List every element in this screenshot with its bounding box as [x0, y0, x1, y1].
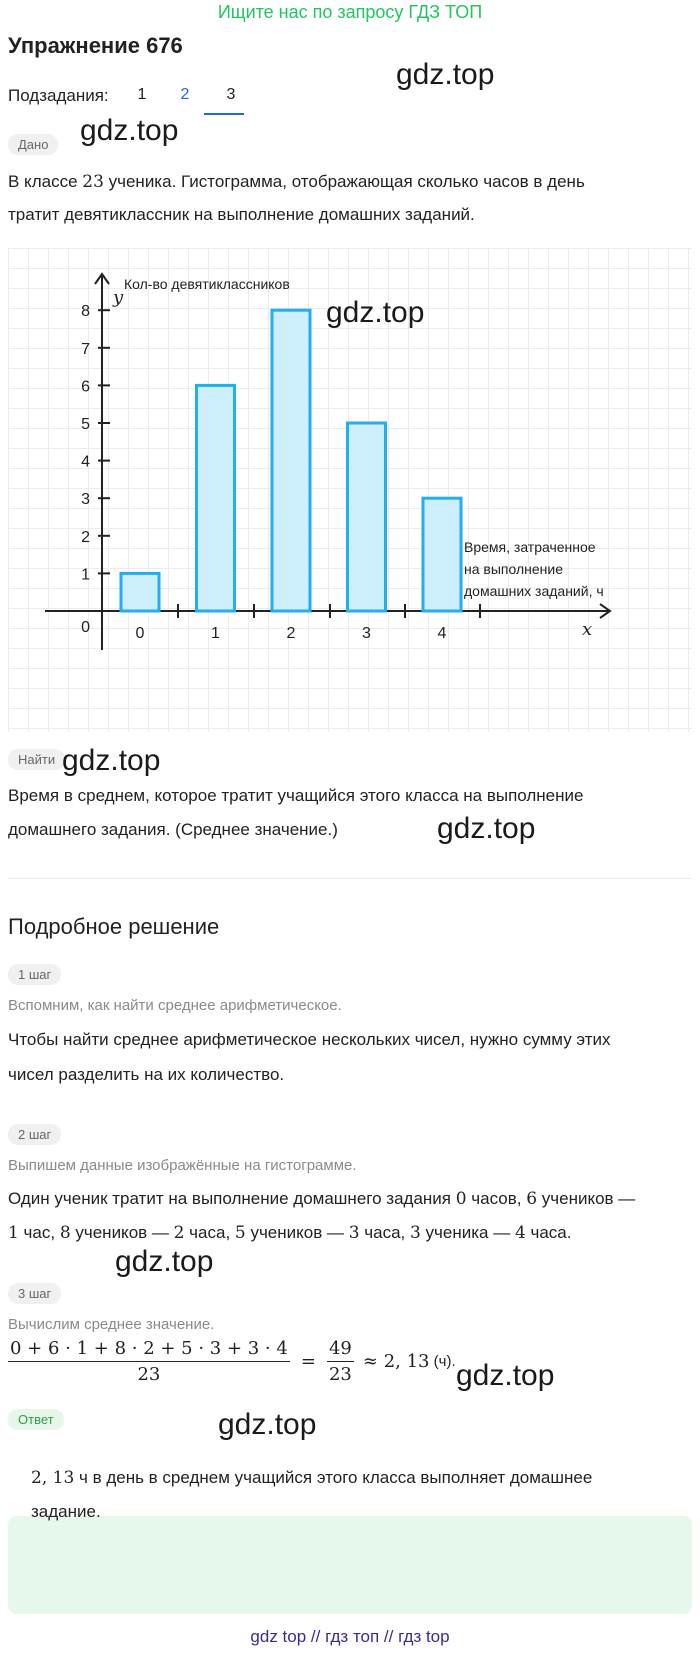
search-banner: Ищите нас по запросу ГДЗ ТОП	[217, 2, 483, 22]
histogram-bar	[423, 498, 461, 611]
given-text-line2: тратит девятиклассник на выполнение домашних заданий.	[8, 205, 475, 224]
step2-badge: 2 шаг	[8, 1124, 61, 1145]
subtask-tab-3[interactable]: 3	[226, 86, 236, 103]
find-badge: Найти	[8, 749, 65, 770]
step1-text-line2: чисел разделить на их количество.	[8, 1065, 285, 1084]
page-title: Упражнение 676	[8, 33, 183, 58]
step2-text-line2: 1 час, 8 учеников — 2 часа, 5 учеников — 3 часа, 3 ученика — 4 часа.	[8, 1223, 572, 1243]
mean-formula	[8, 1338, 456, 1385]
y-tick-label: 8	[81, 303, 90, 321]
x-tick-label: 0	[135, 625, 145, 642]
formula-approx: ≈ 2, 13	[362, 1351, 430, 1372]
histogram-bar	[121, 573, 159, 611]
answer-box	[8, 1516, 692, 1614]
y-axis-label: Кол-во девятиклассников	[124, 276, 290, 292]
step1-hint: Вспомним, как найти среднее арифметическое.	[8, 997, 342, 1014]
y-tick-label: 4	[81, 453, 90, 471]
formula-fraction-sum: $\frac{0 + 6 \cdot 1 + 8 \cdot 2 + 5 \cdot 3 + 3 \cdot 4}{23}$	[10, 1338, 288, 1385]
step2-hint: Выпишем данные изображённые на гистограмме.	[8, 1157, 357, 1174]
histogram-bar	[348, 423, 386, 611]
watermark: gdz.top	[80, 114, 179, 147]
origin-label: 0	[81, 619, 90, 636]
x-axis-label-line: домашних заданий, ч	[464, 583, 604, 599]
x-tick-label: 4	[437, 625, 447, 642]
x-axis-label-line: Время, затраченное	[464, 539, 596, 555]
section-divider	[8, 878, 692, 879]
step3-badge: 3 шаг	[8, 1283, 61, 1304]
histogram-chart	[0, 0, 700, 740]
watermark: gdz.top	[437, 812, 536, 845]
step2-text-line1: Один ученик тратит на выполнение домашнего задания 0 часов, 6 учеников —	[8, 1189, 636, 1209]
footer-links[interactable]: gdz top // гдз топ // гдз top	[250, 1627, 450, 1646]
y-tick-label: 7	[81, 340, 90, 358]
step1-text-line1: Чтобы найти среднее арифметическое нескольких чисел, нужно сумму этих	[8, 1030, 611, 1049]
solution-heading: Подробное решение	[8, 914, 220, 939]
x-tick-label: 1	[211, 625, 220, 642]
x-axis-name: x	[582, 619, 593, 640]
formula-equals: =	[300, 1351, 316, 1372]
x-tick-label: 2	[286, 625, 296, 642]
y-tick-label: 6	[81, 378, 90, 396]
x-tick-label: 3	[362, 625, 371, 642]
subtasks-label: Подзадания:	[8, 86, 109, 105]
step3-hint: Вычислим среднее значение.	[8, 1316, 215, 1333]
given-badge: Дано	[8, 134, 58, 155]
answer-text-line1: 2, 13 ч в день в среднем учащийся этого класса выполняет домашнее	[31, 1468, 593, 1488]
subtask-tab-2[interactable]: 2	[180, 86, 190, 103]
watermark: gdz.top	[456, 1359, 555, 1392]
watermark: gdz.top	[396, 58, 495, 91]
y-tick-label: 1	[81, 566, 90, 584]
subtask-tab-1[interactable]: 1	[137, 86, 147, 103]
answer-text-line2: задание.	[31, 1502, 101, 1521]
find-text-line2: домашнего задания. (Среднее значение.)	[8, 820, 338, 839]
y-tick-label: 3	[81, 491, 90, 509]
formula-unit: (ч).	[429, 1353, 456, 1370]
watermark: gdz.top	[218, 1408, 317, 1441]
answer-badge: Ответ	[8, 1409, 64, 1430]
watermark: gdz.top	[326, 296, 425, 329]
y-tick-label: 2	[81, 528, 90, 546]
watermark: gdz.top	[115, 1245, 214, 1278]
histogram-bar	[272, 310, 310, 611]
y-axis-name: y	[113, 287, 124, 308]
x-axis-label-line: на выполнение	[464, 561, 563, 577]
step1-badge: 1 шаг	[8, 964, 61, 985]
watermark: gdz.top	[62, 744, 161, 777]
given-text-line1: В классе 23 ученика. Гистограмма, отображающая сколько часов в день	[8, 172, 585, 192]
histogram-bar	[197, 385, 235, 611]
y-tick-label: 5	[81, 416, 90, 433]
find-text-line1: Время в среднем, которое тратит учащийся этого класса на выполнение	[8, 786, 584, 805]
formula-fraction-result: $\frac{49}{23}$	[328, 1338, 352, 1385]
